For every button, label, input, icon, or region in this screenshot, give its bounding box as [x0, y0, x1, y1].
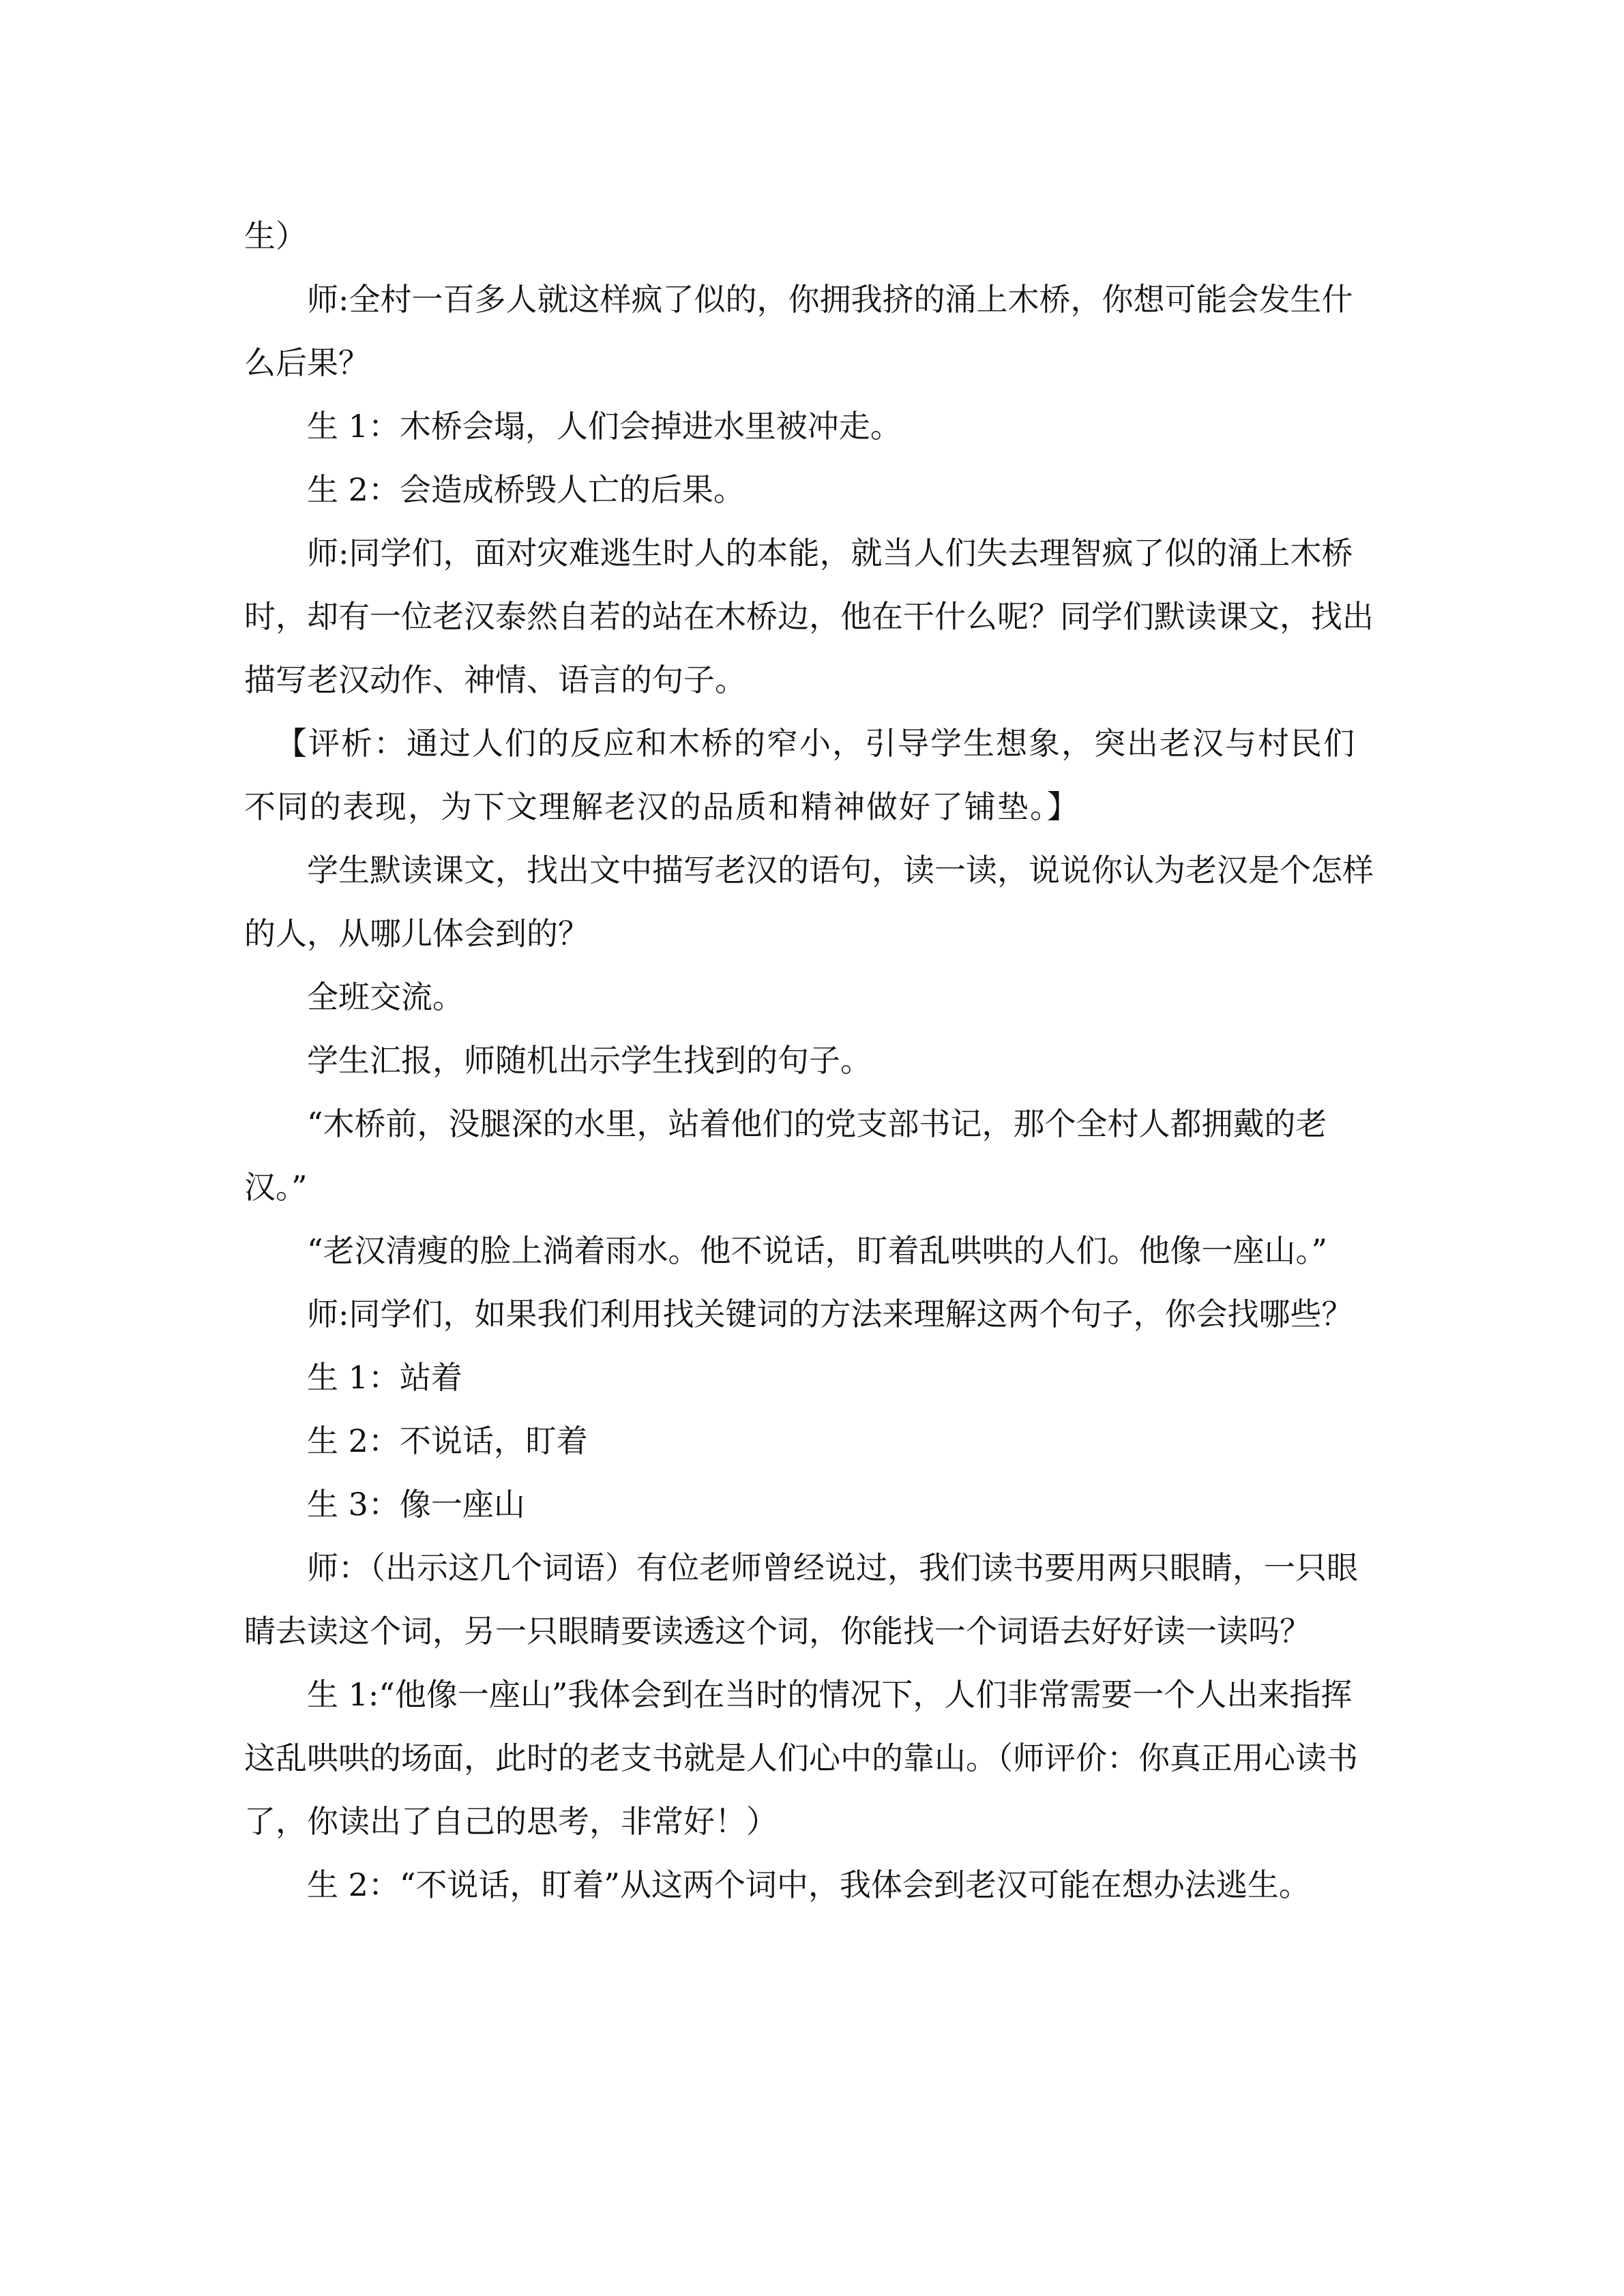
- paragraph: 师：（出示这几个词语）有位老师曾经说过，我们读书要用两只眼睛，一只眼睛去读这个词，另一只眼睛要读透这个词，你能找一个词语去好好读一读吗？: [244, 1549, 1358, 1650]
- paragraph: 生 2：“不说话，盯着”从这两个词中，我体会到老汉可能在想办法逃生。: [307, 1866, 1310, 1903]
- paragraph: 生 1:“他像一座山”我体会到在当时的情况下，人们非常需要一个人出来指挥这乱哄哄的场面，此时的老支书就是人们心中的靠山。（师评价：你真正用心读书了，你读出了自己的思考，非常好！）: [244, 1676, 1358, 1840]
- paragraph: 生 3：像一座山: [307, 1486, 525, 1523]
- paragraph: 生 1：站着: [307, 1359, 462, 1396]
- commentary-note: 【评析：通过人们的反应和木桥的窄小，引导学生想象，突出老汉与村民们不同的表现，为下文理解老汉的品质和精神做好了铺垫。】: [244, 725, 1356, 825]
- document-page: [244, 205, 1376, 1917]
- quoted-sentence: “老汉清瘦的脸上淌着雨水。他不说话，盯着乱哄哄的人们。他像一座山。”: [307, 1232, 1328, 1269]
- paragraph: 学生默读课文，找出文中描写老汉的语句，读一读，说说你认为老汉是个怎样的人，从哪儿体会到的？: [244, 852, 1374, 952]
- paragraph: 学生汇报，师随机出示学生找到的句子。: [307, 1042, 872, 1079]
- paragraph: 生 2：会造成桥毁人亡的后果。: [307, 471, 745, 508]
- paragraph: 生 2：不说话，盯着: [307, 1422, 588, 1459]
- paragraph: 师:同学们，面对灾难逃生时人的本能，就当人们失去理智疯了似的涌上木桥时，却有一位老汉泰然自若的站在木桥边，他在干什么呢？同学们默读课文，找出描写老汉动作、神情、语言的句子。: [244, 535, 1374, 698]
- paragraph: 师:同学们，如果我们利用找关键词的方法来理解这两个句子，你会找哪些？: [307, 1296, 1353, 1332]
- paragraph: 全班交流。: [307, 979, 464, 1015]
- paragraph: 师:全村一百多人就这样疯了似的，你拥我挤的涌上木桥，你想可能会发生什么后果？: [244, 281, 1353, 381]
- quoted-sentence: “木桥前，没腿深的水里，站着他们的党支部书记，那个全村人都拥戴的老汉。”: [244, 1105, 1327, 1206]
- paragraph: 生）: [244, 218, 307, 254]
- paragraph: 生 1：木桥会塌，人们会掉进水里被冲走。: [307, 408, 902, 445]
